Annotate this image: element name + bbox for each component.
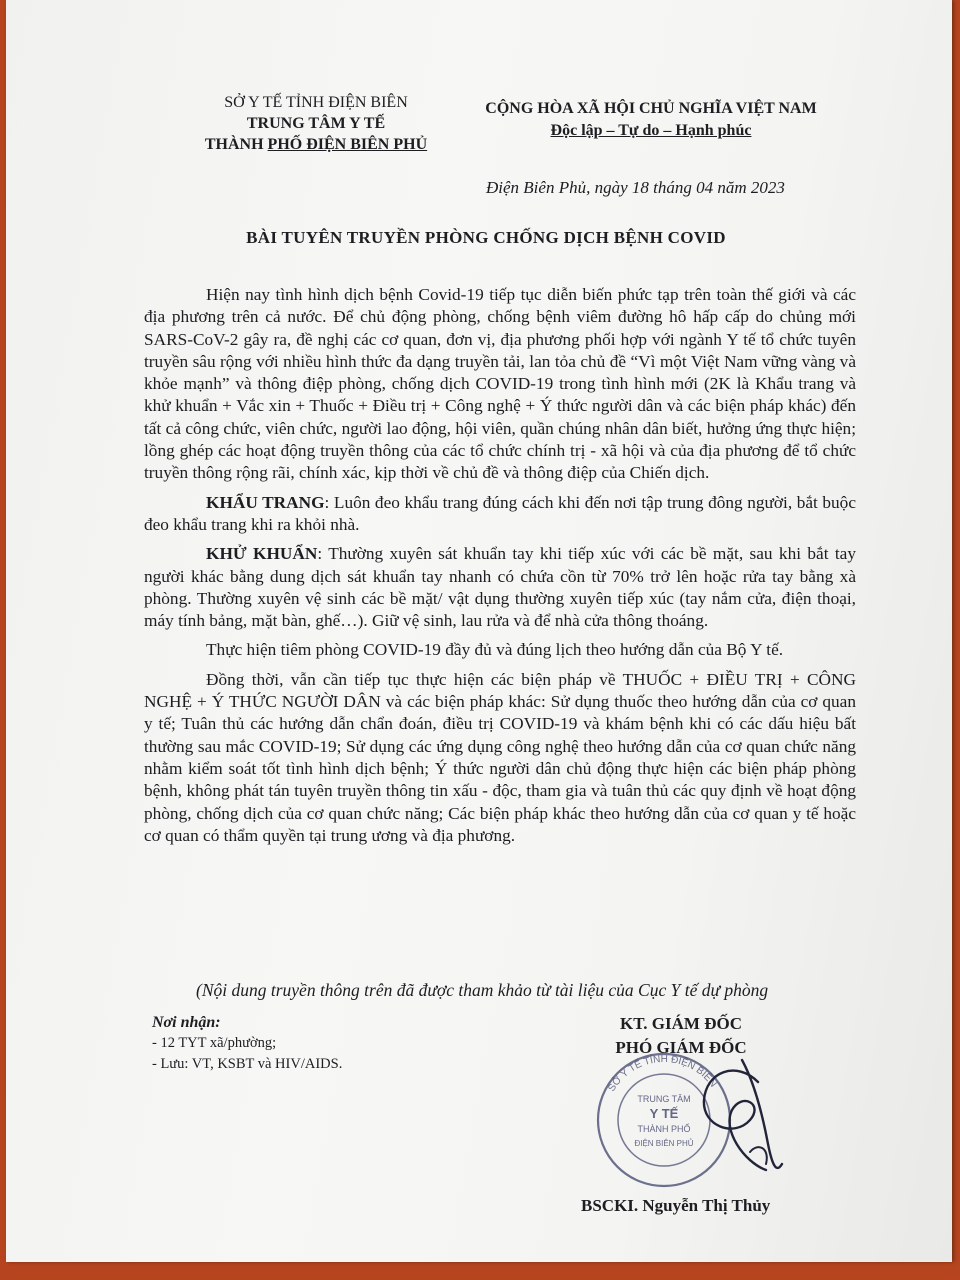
issuer-line-3b: PHỐ ĐIỆN BIÊN PHỦ (267, 136, 428, 153)
paragraph-disinfection (144, 543, 856, 632)
issuer-header (186, 92, 446, 155)
masks-label: KHẨU TRANG (206, 492, 325, 512)
issuer-line-3 (186, 134, 446, 155)
signature-title-2: PHÓ GIÁM ĐỐC (615, 1038, 747, 1057)
reference-note: (Nội dung truyền thông trên đã được tham khảo từ tài liệu của Cục Y tế dự phòng (196, 980, 769, 1000)
document-date: Điện Biên Phủ, ngày 18 tháng 04 năm 2023 (486, 178, 785, 197)
recipients-heading: Nơi nhận: (152, 1014, 221, 1031)
national-title: CỘNG HÒA XÃ HỘI CHỦ NGHĨA VIỆT NAM (485, 100, 817, 117)
stamp-center-line-4: ĐIỆN BIÊN PHỦ (634, 1139, 694, 1148)
stamp-center-line-3: THÀNH PHỐ (637, 1124, 691, 1134)
national-header (461, 98, 841, 142)
disinfection-label: KHỬ KHUẨN (206, 544, 318, 564)
stamp-ring-path: SỞ Y TẾ TỈNH ĐIỆN BIÊN (606, 1053, 719, 1094)
handwritten-signature (646, 1052, 786, 1192)
national-motto: Độc lập – Tự do – Hạnh phúc (550, 122, 752, 139)
paragraph-intro: Hiện nay tình hình dịch bệnh Covid-19 tiếp tục diễn biến phức tạp trên toàn thế giới và các địa phương trên cả nước. Để chủ động phòng, chống bệnh viêm đường hô hấp cấp do chủng mới SARS-CoV-2 gây ra, đề nghị các cơ quan, đơn vị, địa phương phối hợp với ngành Y tế tổ chức tuyên truyền sâu rộng với nhiều hình thức đa dạng truyền tải, lan tỏa chủ đề “Vì một Việt Nam vững vàng và khỏe mạnh” và thông điệp phòng, chống dịch COVID-19 trong tình hình mới (2K là Khẩu trang và khử khuẩn + Vắc xin + Thuốc + Điều trị + Công nghệ + Ý thức người dân và các biện pháp khác) đến tất cả công chức, viên chức, người lao động, hội viên, quần chúng nhân dân biết, hưởng ứng thực hiện; lồng ghép các hoạt động truyền thông của các tổ chức chính trị - xã hội và của địa phương để tổ chức truyền thông rộng rãi, chính xác, kịp thời về chủ đề và thông điệp của Chiến dịch. (144, 285, 856, 483)
paragraph-vaccination: Thực hiện tiêm phòng COVID-19 đầy đủ và đúng lịch theo hướng dẫn của Bộ Y tế. (206, 640, 784, 660)
recipient-item: - 12 TYT xã/phường; (152, 1035, 277, 1051)
signer-name: BSCKI. Nguyễn Thị Thủy (581, 1196, 771, 1215)
document-body (144, 284, 856, 847)
issuer-line-2: TRUNG TÂM Y TẾ (246, 115, 386, 132)
document-title: BÀI TUYÊN TRUYỀN PHÒNG CHỐNG DỊCH BỆNH COVID (246, 228, 726, 247)
masks-text: : Luôn đeo khẩu trang đúng cách khi đến nơi tập trung đông người, bắt buộc đeo khẩu trang khi ra khỏi nhà. (144, 492, 856, 534)
recipient-item: - Lưu: VT, KSBT và HIV/AIDS. (152, 1056, 343, 1072)
recipients-block (152, 1012, 342, 1075)
stamp-center-line-2: Y TẾ (649, 1106, 679, 1121)
paragraph-masks (144, 492, 856, 537)
signature-title-1: KT. GIÁM ĐỐC (620, 1014, 742, 1033)
document-page (6, 0, 952, 1262)
issuer-line-3a: THÀNH (204, 136, 268, 153)
stamp-center-line-1: TRUNG TÂM (637, 1094, 691, 1104)
issuer-line-1: SỞ Y TẾ TỈNH ĐIỆN BIÊN (224, 94, 408, 111)
disinfection-text: : Thường xuyên sát khuẩn tay khi tiếp xúc với các bề mặt, sau khi bắt tay người khác bằng dung dịch sát khuẩn tay nhanh có chứa cồn từ 70% trở lên hoặc rửa tay bằng xà phòng. Thường xuyên vệ sinh các bề mặt/ vật dụng thường xuyên tiếp xúc (tay nắm cửa, điện thoại, máy tính bảng, mặt bàn, ghế…). Giữ vệ sinh, lau rửa và để nhà cửa thông thoáng. (144, 544, 856, 631)
paragraph-measures: Đồng thời, vẫn cần tiếp tục thực hiện các biện pháp về THUỐC + ĐIỀU TRỊ + CÔNG NGHỆ + Ý THỨC NGƯỜI DÂN và các biện pháp khác: Sử dụng thuốc theo hướng dẫn của cơ quan y tế; Tuân thủ các hướng dẫn chẩn đoán, điều trị COVID-19 và khám bệnh khi có các dấu hiệu bất thường sau mắc COVID-19; Sử dụng các ứng dụng công nghệ theo hướng dẫn của cơ quan chức năng nhằm kiểm soát tốt tình hình dịch bệnh; Ý thức người dân chủ động thực hiện các biện pháp phòng bệnh, không phát tán tuyên truyền thông tin xấu - độc, tham gia và tuân thủ các quy định về hoạt động phòng, chống dịch của cơ quan chức năng; Các biện pháp khác theo hướng dẫn của cơ quan y tế hoặc cơ quan có thẩm quyền tại trung ương và địa phương. (144, 669, 856, 845)
